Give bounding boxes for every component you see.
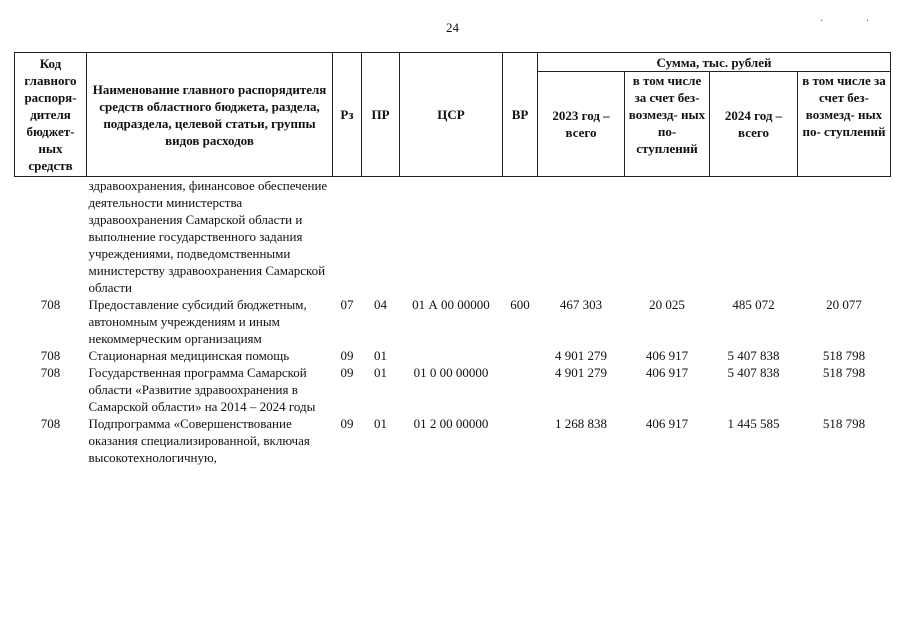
cell-code: 708 [40,348,61,363]
header-vr: ВР [503,53,538,177]
header-code: Код главного распоря- дителя бюджет- ных средств [15,53,87,177]
cell-2024-free: 518 798 [822,365,866,380]
header-row-top [15,53,891,72]
cell-rz: 09 [340,365,354,380]
header-2024-total: 2024 год – всего [710,72,798,177]
cell-pr: 04 [374,297,387,312]
cell-csr: 01 2 00 00000 [413,416,489,431]
cell-rz: 09 [340,348,354,363]
table-row [15,364,891,415]
cell-2023-free: 406 917 [645,365,689,380]
table-row-continuation [15,177,891,297]
cell-vr [503,347,538,364]
cell-2024-total: 5 407 838 [727,365,780,380]
cell-name: Стационарная медицинская помощь [88,348,290,363]
cell-2024-total: 5 407 838 [727,348,780,363]
cell-2023-free: 406 917 [645,348,689,363]
scan-dots: · · [820,16,890,27]
header-sum: Сумма, тыс. рублей [538,53,891,72]
header-rz: Рз [333,53,362,177]
continuation-text: здравоохранения, финансовое обеспечение деятельности министерства здравоохранения Самарской области и выполнение государственного задания учреждениями, подведомственными министерству здравоохранения Самарской области [88,178,328,295]
budget-table [14,52,891,466]
cell-name: Предоставление субсидий бюджетным, автономным учреждениям и иным некоммерческим организациям [88,297,307,346]
cell-csr: 01 0 00 00000 [413,365,489,380]
cell-vr [503,415,538,466]
table-row [15,296,891,347]
cell-rz: 07 [340,297,354,312]
cell-rz: 09 [340,416,354,431]
cell-vr: 600 [510,297,530,312]
cell-2023-total: 467 303 [559,297,603,312]
cell-code: 708 [40,365,61,380]
cell-2024-free: 20 077 [826,297,862,312]
cell-code: 708 [40,297,61,312]
cell-2024-total: 485 072 [732,297,775,312]
cell-vr [503,364,538,415]
table-row [15,415,891,466]
cell-name: Государственная программа Самарской области «Развитие здравоохранения в Самарской области» на 2014 – 2024 годы [88,365,316,414]
cell-pr: 01 [374,416,387,431]
cell-pr: 01 [374,365,387,380]
cell-pr: 01 [374,348,387,363]
header-name: Наименование главного распорядителя средств областного бюджета, раздела, подраздела, целевой статьи, группы видов расходов [87,53,333,177]
cell-2023-free: 406 917 [645,416,689,431]
cell-name: Подпрограмма «Совершенствование оказания специализированной, включая высокотехнологичную, [88,416,310,465]
cell-2023-total: 1 268 838 [555,416,607,431]
header-2023-total: 2023 год – всего [538,72,625,177]
cell-csr [400,347,503,364]
header-pr: ПР [362,53,400,177]
cell-2024-total: 1 445 585 [727,416,780,431]
cell-csr: 01 А 00 00000 [412,297,490,312]
cell-2023-total: 4 901 279 [555,348,607,363]
cell-code: 708 [40,416,61,431]
cell-2023-total: 4 901 279 [555,365,607,380]
header-csr: ЦСР [400,53,503,177]
header-2024-free: в том числе за счет без- возмезд- ных по- ступлений [798,72,891,177]
header-2023-free: в том числе за счет без- возмезд- ных по- ступлений [625,72,710,177]
cell-2024-free: 518 798 [822,416,866,431]
table-row [15,347,891,364]
cell-2023-free: 20 025 [649,297,685,312]
cell-2024-free: 518 798 [822,348,866,363]
page-number: 24 [446,20,459,35]
